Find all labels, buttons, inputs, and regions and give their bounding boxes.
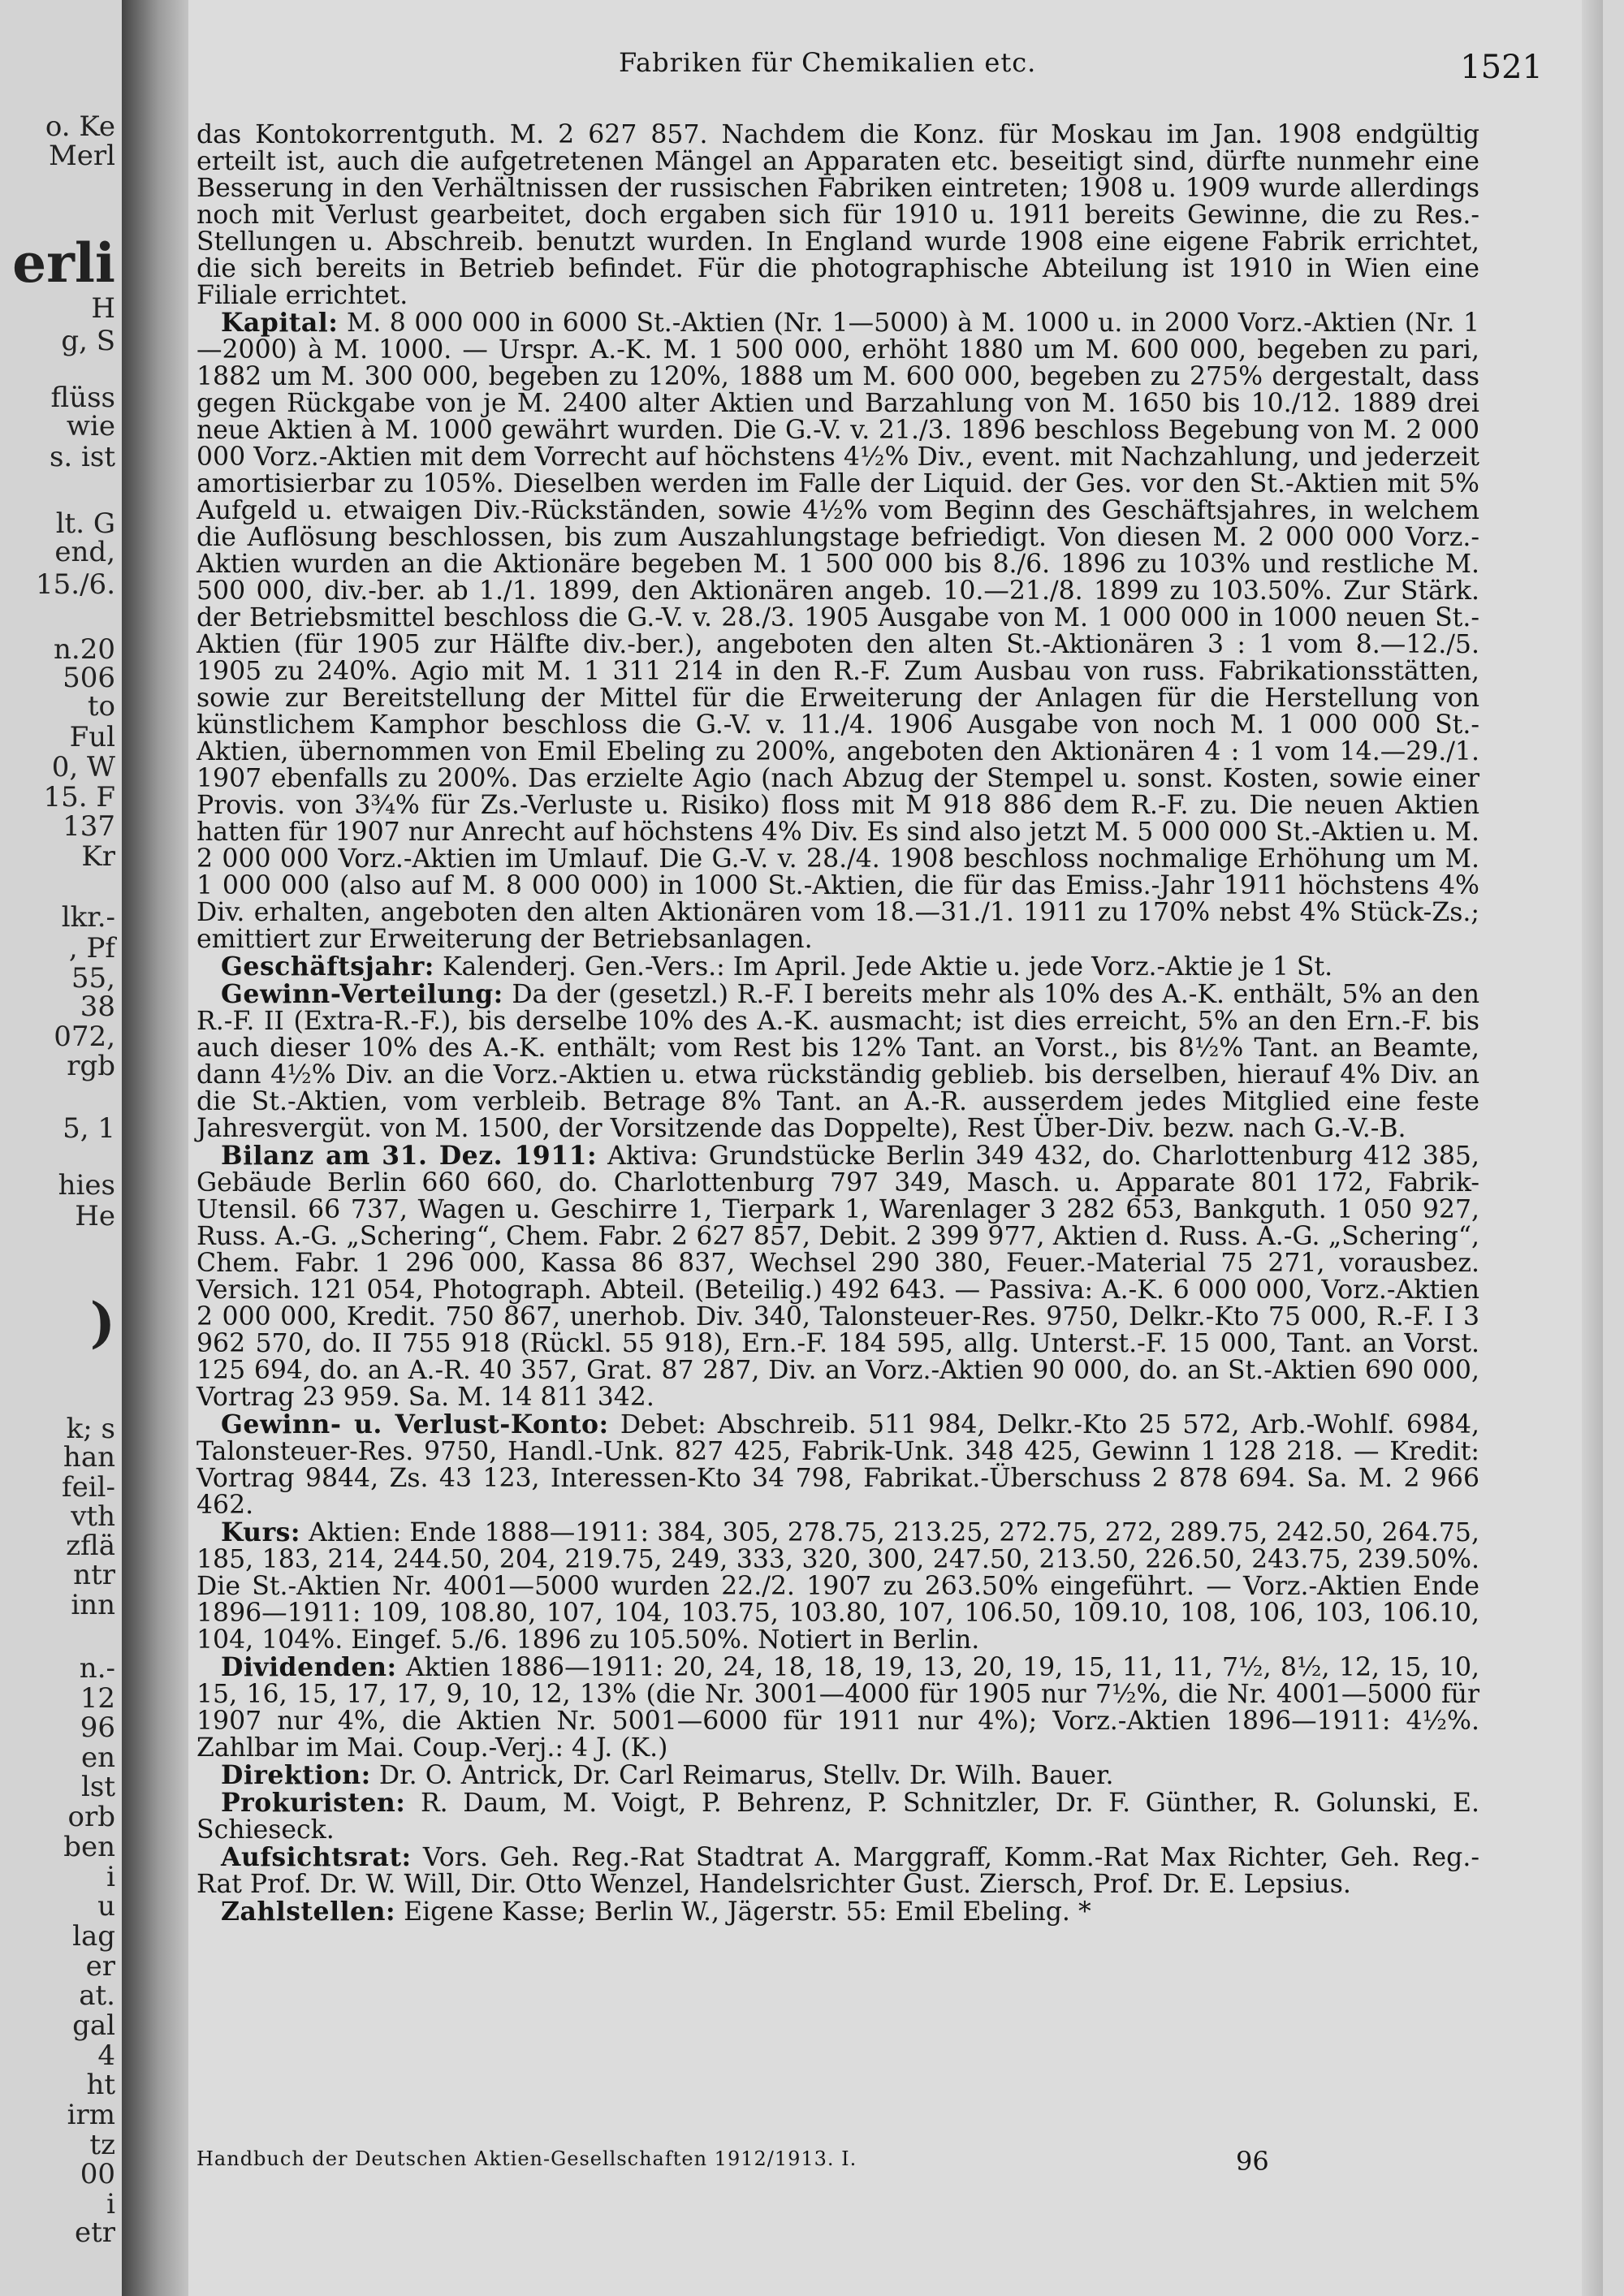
paragraph-direktion: [197, 1762, 1479, 1789]
left-page-text-fragment: vth: [71, 1500, 115, 1533]
left-page-text-fragment: end,: [54, 536, 115, 568]
section-label: Geschäftsjahr:: [221, 952, 434, 982]
left-page-text-fragment: i: [106, 2188, 115, 2220]
left-page-text-fragment: ht: [86, 2069, 115, 2101]
left-page-text-fragment: inn: [71, 1589, 115, 1621]
page-body: [197, 122, 1479, 1926]
left-page-text-fragment: Ful: [69, 721, 115, 753]
paragraph-text: Aktien 1886—1911: 20, 24, 18, 18, 19, 13, 20, 19, 15, 11, 11, 7½, 8½, 12, 15, 10, 15, 16, 15, 17, 17, 9, 10, 12, 13% (die Nr. 3001—4000 für 1905 nur 7½%, die Nr. 4001—5000 für 1907 nur 4%, die Aktien Nr. 5001—6000 für 1911 nur 4%); Vorz.-Aktien 1896—1911: 4½%. Zahlbar im Mai. Coup.-Verj.: 4 J. (K.): [197, 1653, 1479, 1763]
left-page-text-fragment: ): [89, 1291, 115, 1354]
page-edge-shadow: [1582, 0, 1603, 2296]
paragraph-text: Kalenderj. Gen.-Vers.: Im April. Jede Aktie u. jede Vorz.-Aktie je 1 St.: [442, 952, 1333, 982]
paragraph-intro: [197, 122, 1479, 309]
left-page-text-fragment: n.-: [79, 1652, 115, 1685]
left-page-text-fragment: lst: [81, 1771, 115, 1803]
left-page-text-fragment: ben: [63, 1831, 115, 1863]
left-page-text-fragment: 96: [80, 1711, 115, 1744]
left-page-text-fragment: n.20: [54, 633, 115, 666]
paragraph-zahlstellen: [197, 1898, 1479, 1926]
left-page-text-fragment: irm: [67, 2099, 115, 2131]
section-label: Direktion:: [221, 1760, 371, 1790]
left-page-text-fragment: 55,: [71, 962, 115, 995]
left-page-text-fragment: wie: [66, 410, 115, 442]
paragraph-text: Dr. O. Antrick, Dr. Carl Reimarus, Stellv. Dr. Wilh. Bauer.: [378, 1761, 1114, 1790]
left-page-text-fragment: feil-: [62, 1471, 115, 1504]
left-page-text-fragment: gal: [72, 2009, 115, 2042]
left-page-text-fragment: i: [106, 1861, 115, 1893]
left-page-text-fragment: erli: [12, 231, 115, 295]
left-page-text-fragment: s. ist: [49, 441, 115, 473]
left-page-text-fragment: lt. G: [55, 507, 115, 540]
left-page-text-fragment: tz: [89, 2129, 115, 2161]
section-label: Kurs:: [221, 1517, 301, 1547]
paragraph-gewinn-verteilung: [197, 981, 1479, 1142]
paragraph-text: Aktien: Ende 1888—1911: 384, 305, 278.75, 213.25, 272.75, 272, 289.75, 242.50, 264.75, 185, 183, 214, 244.50, 204, 219.75, 249, 333, 320, 300, 247.50, 213.50, 226.50, 243.75, 239.50%. Die St.-Aktien Nr. 4001—5000 wurden 22./2. 1907 zu 263.50% eingeführt. — Vorz.-Aktien Ende 1896—1911: 109, 108.80, 107, 104, 103.75, 103.80, 107, 106.50, 109.10, 108, 106, 103, 106.10, 104, 104%. Eingef. 5./6. 1896 zu 105.50%. Notiert in Berlin.: [197, 1518, 1479, 1655]
left-page-text-fragment: to: [87, 690, 115, 723]
running-title: Fabriken für Chemikalien etc.: [619, 47, 1037, 78]
left-page-text-fragment: u: [97, 1890, 115, 1923]
section-label: Aufsichtsrat:: [221, 1842, 412, 1872]
left-page-text-fragment: 072,: [54, 1021, 115, 1053]
paragraph-gewinn-verlust-konto: [197, 1411, 1479, 1519]
section-label: Dividenden:: [221, 1652, 397, 1682]
left-page-text-fragment: 5, 1: [63, 1112, 115, 1145]
paragraph-text: Vors. Geh. Reg.-Rat Stadtrat A. Marggraff, Komm.-Rat Max Richter, Geh. Reg.-Rat Prof. Dr. W. Will, Dir. Otto Wenzel, Handelsrichter Gust. Ziersch, Prof. Dr. E. Lepsius.: [197, 1843, 1479, 1899]
page-number: 1521: [1460, 49, 1543, 86]
left-page-text-fragment: H: [91, 292, 115, 325]
left-page-text-fragment: He: [75, 1200, 115, 1232]
paragraph-text: das Kontokorrentguth. M. 2 627 857. Nachdem die Konz. für Moskau im Jan. 1908 endgültig erteilt ist, auch die aufgetretenen Mängel an Apparaten etc. beseitigt sind, dürfte nunmehr eine Besserung in den Verhältnissen der russischen Fabriken eintreten; 1908 u. 1909 wurde allerdings noch mit Verlust gearbeitet, doch ergaben sich für 1910 u. 1911 bereits Gewinne, die zu Res.-Stellungen u. Abschreib. benutzt wurden. In England wurde 1908 eine eigene Fabrik errichtet, die sich bereits in Betrieb befindet. Für die photographische Abteilung ist 1910 in Wien eine Filiale errichtet.: [197, 120, 1479, 310]
left-page-text-fragment: orb: [67, 1801, 115, 1833]
left-page-text-fragment: Merl: [48, 140, 115, 172]
left-page-text-fragment: , Pf: [68, 932, 115, 965]
left-page-text-fragment: 137: [63, 810, 115, 843]
document-page: [188, 0, 1603, 2296]
paragraph-text: M. 8 000 000 in 6000 St.-Aktien (Nr. 1—5000) à M. 1000 u. in 2000 Vorz.-Aktien (Nr. 1—2000) à M. 1000. — Urspr. A.-K. M. 1 500 000, erhöht 1880 um M. 600 000, begeben zu pari, 1882 um M. 300 000, begeben zu 120%, 1888 um M. 600 000, begeben zu 275% dergestalt, dass gegen Rückgabe von je M. 2400 alter Aktien und Barzahlung von M. 1650 bis 10./12. 1889 drei neue Aktien à M. 1000 gewährt wurden. Die G.-V. v. 21./3. 1896 beschloss Begebung von M. 2 000 000 Vorz.-Aktien mit dem Vorrecht auf höchstens 4½% Div., event. mit Nachzahlung, und jederzeit amortisierbar zu 105%. Dieselben werden im Falle der Liquid. der Ges. vor den St.-Aktien mit 5% Aufgeld u. etwaigen Div.-Rückständen, sowie 4½% vom Beginn des Geschäftsjahres, in welchem die Auflösung beschlossen, bis zum Auszahlungstage befriedigt. Von diesen M. 2 000 000 Vorz.-Aktien wurden an die Aktionäre begeben M. 1 500 000 bis 8./6. 1896 zu 103% und restliche M. 500 000, div.-ber. ab 1./1. 1899, den Aktionären angeb. 10.—21./8. 1899 zu 103.50%. Zur Stärk. der Betriebsmittel beschloss die G.-V. v. 28./3. 1905 Ausgabe von M. 1 000 000 in 1000 neuen St.-Aktien (für 1905 zur Hälfte div.-ber.), angeboten den alten St.-Aktionären 3 : 1 vom 8.—12./5. 1905 zu 240%. Agio mit M. 1 311 214 in den R.-F. Zum Ausbau von russ. Fabrikationsstätten, sowie zur Bereitstellung der Mittel für die Erweiterung der Anlagen für die Herstellung von künstlichem Kamphor beschloss die G.-V. v. 11./4. 1906 Ausgabe von noch M. 1 000 000 St.-Aktien, übernommen von Emil Ebeling zu 200%, angeboten den Aktionären 4 : 1 vom 14.—29./1. 1907 ebenfalls zu 200%. Das erzielte Agio (nach Abzug der Stempel u. sonst. Kosten, sowie einer Provis. von 3¾% für Zs.-Verluste u. Risiko) floss mit M 918 886 dem R.-F. zu. Die neuen Aktien hatten für 1907 nur Anrecht auf höchstens 4% Div. Es sind also jetzt M. 5 000 000 St.-Aktien u. M. 2 000 000 Vorz.-Aktien im Umlauf. Die G.-V. v. 28./4. 1908 beschloss nochmalige Erhöhung um M. 1 000 000 (also auf M. 8 000 000) in 1000 St.-Aktien, die für das Emiss.-Jahr 1911 höchstens 4% Div. erhalten, angeboten den alten Aktionären vom 18.—31./1. 1911 zu 170% nebst 4% Stück-Zs.; emittiert zur Erweiterung der Betriebsanlagen.: [197, 309, 1480, 954]
left-page-text-fragment: g, S: [61, 325, 115, 357]
paragraph-kapital: [197, 309, 1479, 953]
left-page-text-fragment: en: [80, 1741, 115, 1774]
left-page-text-fragment: han: [63, 1441, 115, 1474]
paragraph-kurs: [197, 1519, 1479, 1654]
paragraph-aufsichtsrat: [197, 1844, 1479, 1898]
section-label: Gewinn- u. Verlust-Konto:: [221, 1409, 609, 1439]
left-page-text-fragment: lkr.-: [61, 901, 115, 934]
section-label: Kapital:: [221, 308, 339, 338]
paragraph-text: Da der (gesetzl.) R.-F. I bereits mehr als 10% des A.-K. enthält, 5% an den R.-F. II (Extra-R.-F.), bis derselbe 10% des A.-K. ausmacht; ist dies erreicht, 5% an den Ern.-F. bis auch dieser 10% des A.-K. enthält; vom Rest bis 12% Tant. an Vorst., bis 8½% Tant. an Beamte, dann 4½% Div. an die Vorz.-Aktien u. etwa rückständig geblieb. bis derselben, hierauf 4% Div. an die St.-Aktien, vom verbleib. Betrage 8% Tant. an A.-R. ausserdem jedes Mitglied eine feste Jahresvergüt. von M. 1500, der Vorsitzende das Doppelte), Rest Über-Div. bezw. nach G.-V.-B.: [197, 980, 1479, 1143]
left-page-text-fragment: etr: [74, 2216, 115, 2249]
paragraph-text: Eigene Kasse; Berlin W., Jägerstr. 55: Emil Ebeling. *: [404, 1897, 1091, 1927]
left-page-text-fragment: ntr: [73, 1559, 115, 1591]
sheet-number: 96: [1236, 2146, 1269, 2177]
paragraph-geschaeftsjahr: [197, 953, 1479, 981]
page-header: [188, 47, 1603, 88]
left-page-text-fragment: 4: [97, 2039, 115, 2072]
paragraph-prokuristen: [197, 1789, 1479, 1844]
left-page-text-fragment: o. Ke: [45, 110, 115, 143]
left-page-text-fragment: 0, W: [51, 751, 115, 783]
book-gutter: [122, 0, 188, 2296]
paragraph-bilanz: [197, 1142, 1479, 1411]
section-label: Gewinn-Verteilung:: [221, 979, 503, 1009]
paragraph-text: R. Daum, M. Voigt, P. Behrenz, P. Schnitzler, Dr. F. Günther, R. Golunski, E. Schieseck.: [197, 1789, 1479, 1845]
footer-source-line: Handbuch der Deutschen Aktien-Gesellschaften 1912/1913. I.: [197, 2147, 857, 2170]
left-page-text-fragment: 12: [80, 1682, 115, 1715]
section-label: Bilanz am 31. Dez. 1911:: [221, 1141, 598, 1171]
section-label: Prokuristen:: [221, 1788, 406, 1818]
left-page-text-fragment: 00: [80, 2158, 115, 2190]
left-page-text-fragment: er: [85, 1950, 115, 1983]
left-page-text-fragment: at.: [79, 1979, 115, 2012]
left-page-text-fragment: 15. F: [43, 781, 115, 814]
left-page-text-fragment: 38: [80, 990, 115, 1023]
left-page-text-fragment: 15./6.: [36, 568, 115, 601]
left-page-text-fragment: rgb: [67, 1050, 115, 1082]
left-page-text-fragment: k; s: [66, 1413, 115, 1445]
left-page-text-fragment: 506: [63, 662, 115, 694]
paragraph-text: Debet: Abschreib. 511 984, Delkr.-Kto 25 572, Arb.-Wohlf. 6984, Talonsteuer-Res. 9750, Handl.-Unk. 827 425, Fabrik-Unk. 348 425, Gewinn 1 128 218. — Kredit: Vortrag 9844, Zs. 43 123, Interessen-Kto 34 798, Fabrikat.-Überschuss 2 878 694. Sa. M. 2 966 462.: [197, 1410, 1480, 1520]
left-page-text-fragment: flüss: [50, 382, 115, 414]
left-page-text-fragment: zflä: [66, 1530, 115, 1562]
page-footer: [197, 2147, 1479, 2180]
paragraph-dividenden: [197, 1654, 1479, 1762]
left-page-text-fragment: Kr: [81, 840, 115, 873]
paragraph-text: Aktiva: Grundstücke Berlin 349 432, do. Charlottenburg 412 385, Gebäude Berlin 660 660, do. Charlottenburg 797 349, Masch. u. Apparate 801 172, Fabrik-Utensil. 66 737, Wagen u. Geschirre 1, Tierpark 1, Warenlager 3 282 653, Bankguth. 1 050 927, Russ. A.-G. „Schering“, Chem. Fabr. 2 627 857, Debit. 2 399 977, Aktien d. Russ. A.-G. „Schering“, Chem. Fabr. 1 296 000, Kassa 86 837, Wechsel 290 380, Feuer.-Material 75 271, vorausbez. Versich. 121 054, Photograph. Abteil. (Beteilig.) 492 643. — Passiva: A.-K. 6 000 000, Vorz.-Aktien 2 000 000, Kredit. 750 867, unerhob. Div. 340, Talonsteuer-Res. 9750, Delkr.-Kto 75 000, R.-F. I 3 962 570, do. II 755 918 (Rückl. 55 918), Ern.-F. 184 595, allg. Unterst.-F. 15 000, Tant. an Vorst. 125 694, do. an A.-R. 40 357, Grat. 87 287, Div. an Vorz.-Aktien 90 000, do. an St.-Aktien 690 000, Vortrag 23 959. Sa. M. 14 811 342.: [197, 1142, 1479, 1412]
adjacent-page-fragment: [0, 0, 122, 2296]
left-page-text-fragment: hies: [58, 1169, 115, 1202]
left-page-text-fragment: lag: [72, 1920, 115, 1953]
section-label: Zahlstellen:: [221, 1897, 396, 1927]
